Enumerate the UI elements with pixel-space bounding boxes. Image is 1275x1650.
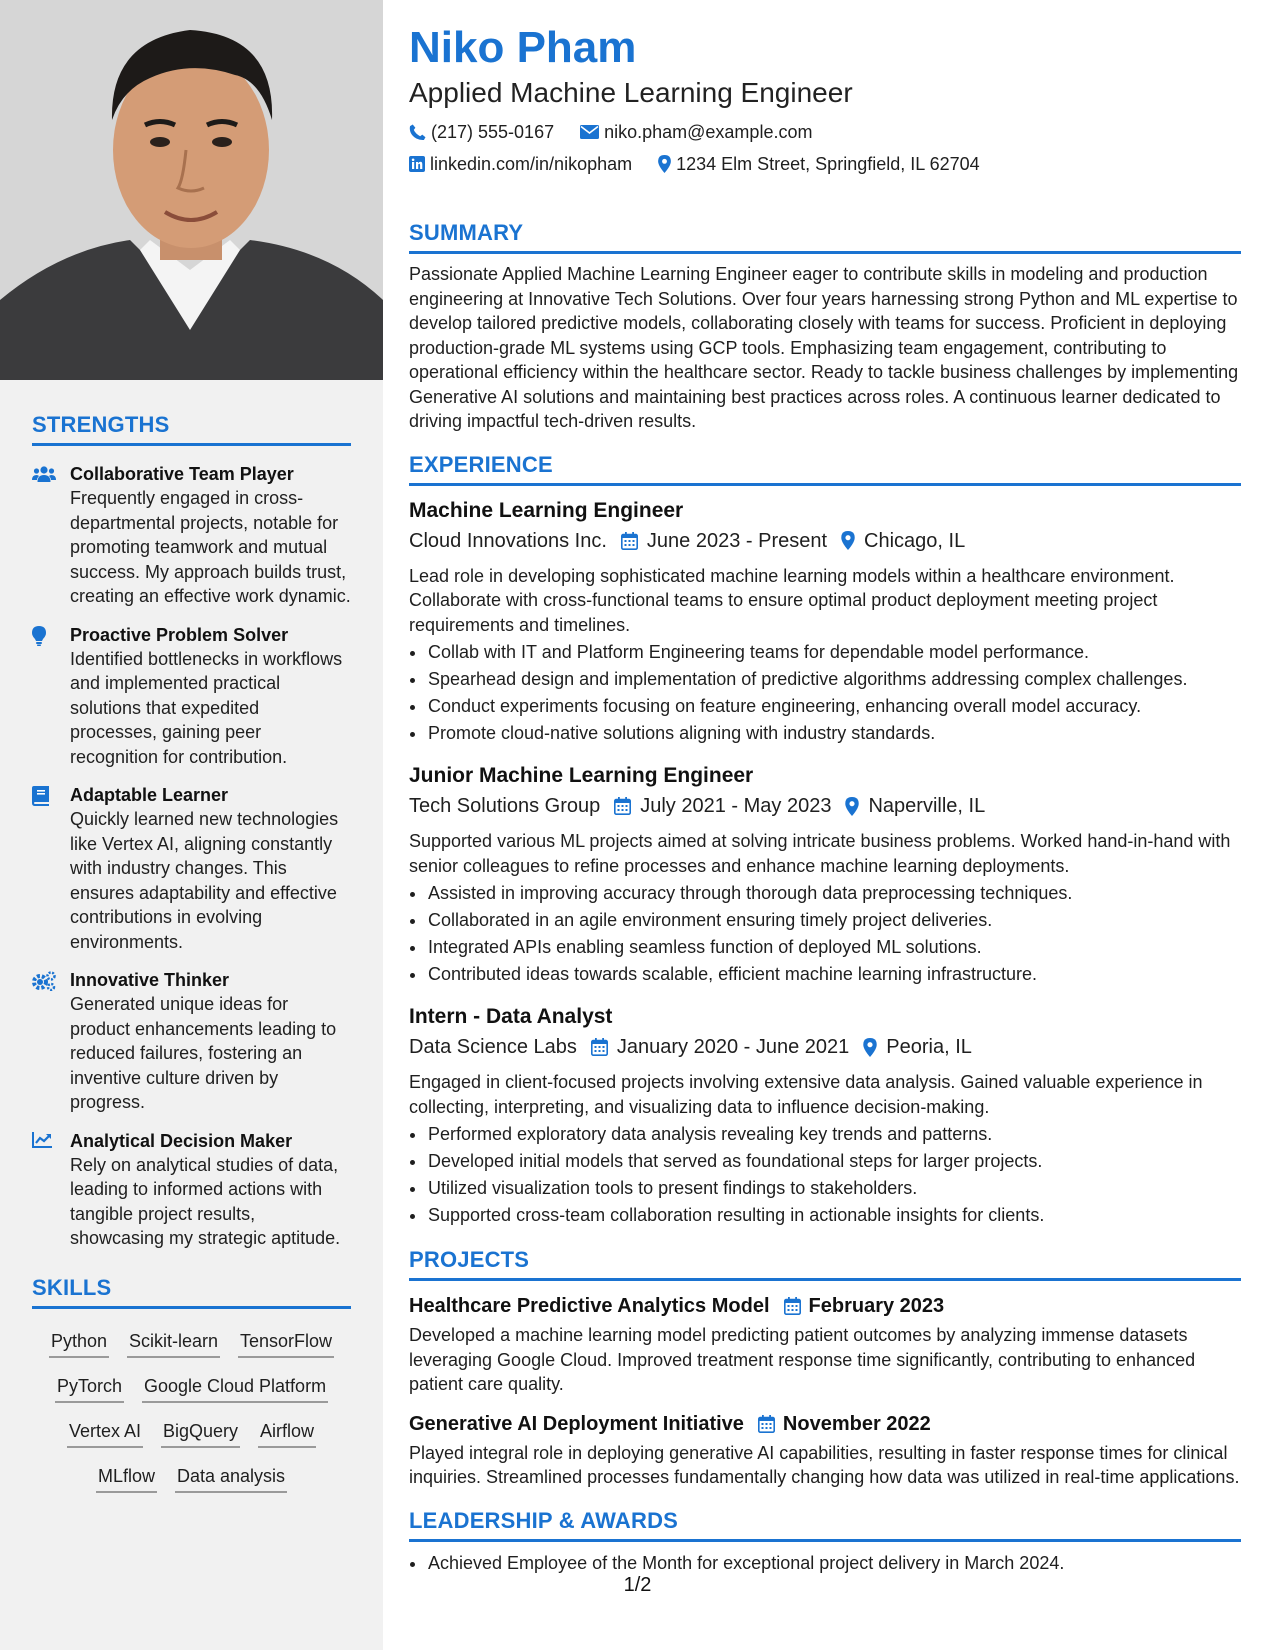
skill-tag: Scikit-learn <box>127 1325 220 1358</box>
projects-title: PROJECTS <box>409 1247 1241 1281</box>
bullet-item: • Collab with IT and Platform Engineering teams for dependable model performance. <box>427 639 1241 666</box>
book-icon <box>32 783 70 954</box>
skill-tag: Airflow <box>258 1415 316 1448</box>
page-number: 1/2 <box>623 1574 652 1596</box>
project-desc: Played integral role in deploying generative AI capabilities, resulting in faster response times for clinical inquiries. Streamlined processes fundamentally changing how data was utilized in real-time applications. <box>409 1442 1240 1487</box>
job-location-text: Peoria, IL <box>886 1036 972 1058</box>
portrait-illustration <box>0 0 383 380</box>
bullet-item: • Integrated APIs enabling seamless function of deployed ML solutions. <box>427 934 1241 961</box>
bullet-item: • Conduct experiments focusing on feature engineering, enhancing overall model accuracy. <box>427 693 1241 720</box>
job-company: Cloud Innovations Inc. <box>409 529 607 552</box>
skill-tag: Data analysis <box>175 1460 287 1493</box>
calendar-icon <box>591 1038 608 1056</box>
main-content <box>409 0 1241 1577</box>
skill-tag: Python <box>49 1325 109 1358</box>
project-title: Generative AI Deployment Initiative <box>409 1412 744 1435</box>
strength-title: Collaborative Team Player <box>70 464 294 484</box>
strengths-title: STRENGTHS <box>32 412 351 446</box>
users-icon <box>32 462 70 609</box>
job-dates <box>591 1032 849 1062</box>
job-title: Intern - Data Analyst <box>409 1005 613 1028</box>
job-bullets <box>409 639 1241 747</box>
calendar-icon <box>614 797 631 815</box>
bullet-item: • Performed exploratory data analysis revealing key trends and patterns. <box>427 1121 1241 1148</box>
sidebar <box>0 0 383 1650</box>
summary-title: SUMMARY <box>409 220 1241 254</box>
linkedin-text: linkedin.com/in/nikopham <box>430 153 633 174</box>
phone-icon <box>409 124 426 141</box>
map-pin-icon <box>841 531 855 550</box>
bullet-item: • Assisted in improving accuracy through thorough data preprocessing techniques. <box>427 880 1241 907</box>
project-title: Healthcare Predictive Analytics Model <box>409 1295 770 1317</box>
job-meta <box>409 526 1241 556</box>
project-date: February 2023 <box>808 1295 945 1317</box>
bullet-item: • Promote cloud-native solutions aligning with industry standards. <box>427 720 1241 747</box>
project-entry <box>409 1409 1241 1490</box>
job-dates-text: June 2023 - Present <box>646 529 828 552</box>
strength-title: Proactive Problem Solver <box>70 624 289 645</box>
strength-desc: Quickly learned new technologies like Vertex AI, aligning constantly with industry changes. This ensures adaptability and effective contributions in evolving environments. <box>70 809 339 952</box>
job-entry <box>409 761 1241 988</box>
job-entry <box>409 1002 1241 1229</box>
bullet-item: • Contributed ideas towards scalable, efficient machine learning infrastructure. <box>427 961 1241 988</box>
strength-title: Analytical Decision Maker <box>70 1130 293 1151</box>
bullet-item: • Utilized visualization tools to present findings to stakeholders. <box>427 1175 1241 1202</box>
project-header <box>409 1291 1241 1321</box>
address-text: 1234 Elm Street, Springfield, IL 62704 <box>676 153 980 174</box>
envelope-icon <box>580 125 599 139</box>
contact-address <box>658 154 980 175</box>
project-header <box>409 1409 1241 1439</box>
job-company: Tech Solutions Group <box>409 795 601 817</box>
map-pin-icon <box>845 797 859 816</box>
calendar-icon <box>621 532 638 550</box>
job-location <box>841 526 965 556</box>
strength-desc: Frequently engaged in cross-departmental projects, notable for promoting teamwork and mutual success. My approach builds trust, creating an effective work dynamic. <box>70 488 351 606</box>
contact-email[interactable] <box>580 122 812 143</box>
contact-row <box>409 116 1241 148</box>
email-text: niko.pham@example.com <box>604 121 813 142</box>
candidate-role: Applied Machine Learning Engineer <box>409 77 853 108</box>
job-desc: Engaged in client-focused projects involving extensive data analysis. Gained valuable experience in collecting, interpreting, and visualizing data to influence decision-making. <box>409 1072 1203 1117</box>
strength-desc: Identified bottlenecks in workflows and implemented practical solutions that expedited processes, gaining peer recognition for contribution. <box>70 648 343 767</box>
job-desc: Lead role in developing sophisticated machine learning models within a healthcare environment. Collaborate with cross-functional teams to ensure optimal product deployment meeting project requirements and timelines. <box>409 565 1175 635</box>
strength-item <box>32 968 351 1115</box>
job-desc: Supported various ML projects aimed at solving intricate business problems. Worked hand-in-hand with senior colleagues to refine processes and enhance machine learning deployments. <box>409 831 1231 876</box>
map-pin-icon <box>863 1038 877 1057</box>
strength-item <box>32 783 351 954</box>
phone-text: (217) 555-0167 <box>431 121 555 142</box>
experience-section <box>409 452 1241 1230</box>
summary-section <box>409 220 1241 434</box>
candidate-name: Niko Pham <box>409 23 637 72</box>
summary-text: Passionate Applied Machine Learning Engineer eager to contribute skills in modeling and production engineering at Innovative Tech Solutions. Over four years harnessing strong Python and ML expertise to develop tailored predictive models, collaborating closely with teams for success. Proficient in deploying production-grade ML systems using GCP tools. Emphasizing team engagement, contributing to operational efficiency within the healthcare sector. Ready to tackle business challenges by implementing Generative AI solutions and maintaining best practices across roles. A continuous learner dedicated to driving impactful tech-driven results. <box>409 264 1239 431</box>
chart-line-icon <box>32 1129 70 1251</box>
skill-tag: PyTorch <box>55 1370 124 1403</box>
job-dates-text: January 2020 - June 2021 <box>616 1036 850 1058</box>
job-dates <box>614 791 831 821</box>
job-location-text: Naperville, IL <box>868 795 986 817</box>
bullet-item: • Supported cross-team collaboration resulting in actionable insights for clients. <box>427 1202 1241 1229</box>
job-company: Data Science Labs <box>409 1036 577 1058</box>
bullet-item: • Achieved Employee of the Month for exceptional project delivery in March 2024. <box>427 1550 1241 1577</box>
contact-linkedin[interactable] <box>409 154 632 175</box>
strength-desc: Generated unique ideas for product enhancements leading to reduced failures, fostering an inventive culture driven by progress. <box>70 994 337 1112</box>
job-meta <box>409 1032 1241 1062</box>
project-date: November 2022 <box>782 1412 931 1435</box>
strength-item <box>32 623 351 770</box>
skill-tag: BigQuery <box>161 1415 240 1448</box>
experience-title: EXPERIENCE <box>409 452 1241 486</box>
skill-tag: Vertex AI <box>67 1415 143 1448</box>
job-location <box>845 791 985 821</box>
strength-item <box>32 462 351 609</box>
job-bullets <box>409 880 1241 988</box>
skills-title: SKILLS <box>32 1275 351 1309</box>
strength-desc: Rely on analytical studies of data, leading to informed actions with tangible project results, showcasing my strategic aptitude. <box>70 1154 341 1248</box>
project-desc: Developed a machine learning model predicting patient outcomes by analyzing immense datasets leveraging Google Cloud. Improved treatment response time significantly, contributing to enhanced patient care quality. <box>409 1325 1196 1394</box>
job-dates-text: July 2021 - May 2023 <box>640 795 832 817</box>
job-entry <box>409 496 1241 748</box>
leadership-bullets <box>409 1550 1241 1577</box>
map-pin-icon <box>658 155 671 173</box>
lightbulb-icon <box>32 623 70 770</box>
skills-list <box>32 1319 351 1499</box>
strength-title: Adaptable Learner <box>70 785 229 805</box>
job-location-text: Chicago, IL <box>864 529 966 552</box>
job-title: Junior Machine Learning Engineer <box>409 764 754 787</box>
contact-row <box>409 148 1241 180</box>
skill-tag: Google Cloud Platform <box>142 1370 328 1403</box>
strength-item <box>32 1129 351 1251</box>
job-location <box>863 1032 972 1062</box>
bullet-item: • Developed initial models that served as foundational steps for larger projects. <box>427 1148 1241 1175</box>
job-bullets <box>409 1121 1241 1229</box>
linkedin-icon <box>409 156 425 172</box>
job-meta <box>409 791 1241 821</box>
project-entry <box>409 1291 1241 1397</box>
job-title: Machine Learning Engineer <box>409 498 684 522</box>
leadership-title: LEADERSHIP & AWARDS <box>409 1508 1241 1542</box>
skill-tag: MLflow <box>96 1460 157 1493</box>
calendar-icon <box>758 1415 775 1433</box>
bullet-item: • Collaborated in an agile environment ensuring timely project deliveries. <box>427 907 1241 934</box>
projects-section <box>409 1247 1241 1490</box>
profile-photo <box>0 0 383 380</box>
bullet-item: • Spearhead design and implementation of predictive algorithms addressing complex challenges. <box>427 666 1241 693</box>
calendar-icon <box>784 1297 801 1315</box>
skill-tag: TensorFlow <box>238 1325 334 1358</box>
leadership-section <box>409 1508 1241 1577</box>
contact-phone[interactable] <box>409 122 554 143</box>
gears-icon <box>32 968 70 1115</box>
job-dates <box>621 526 827 556</box>
strength-title: Innovative Thinker <box>70 970 230 990</box>
